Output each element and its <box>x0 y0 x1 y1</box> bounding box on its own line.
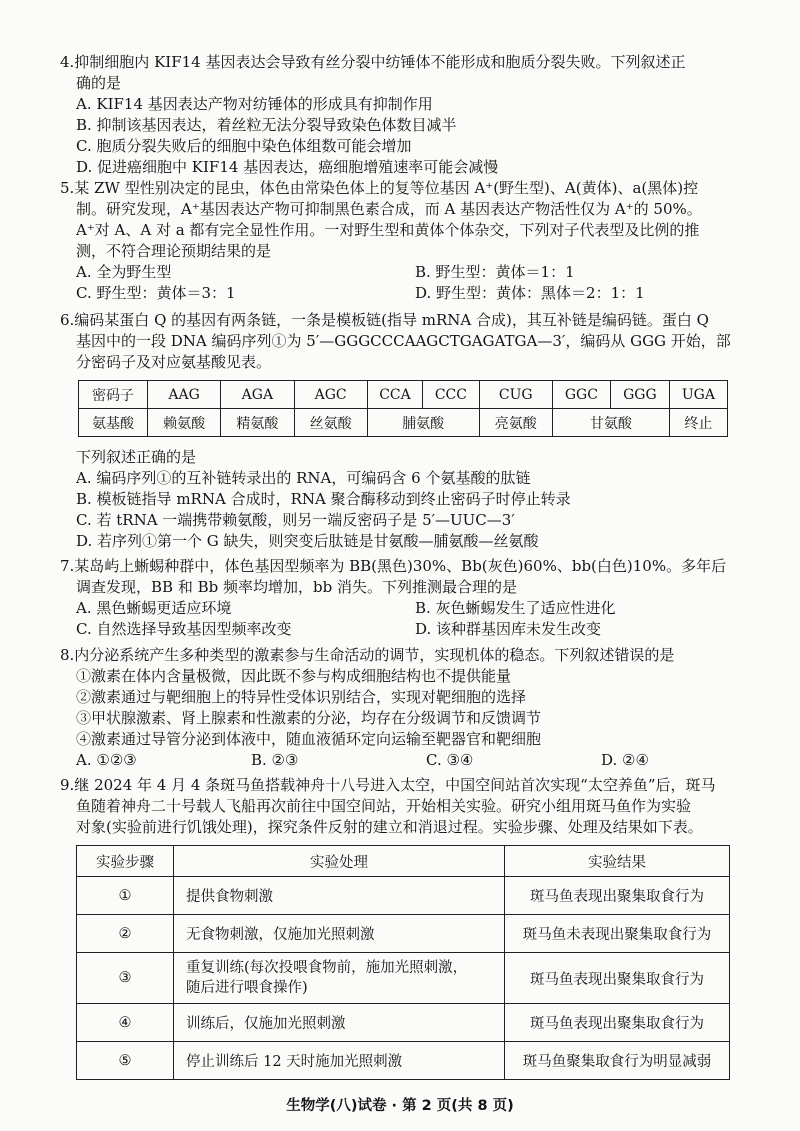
q5-stem-line-4: 测，不符合理论预期结果的是 <box>76 242 272 260</box>
experiment-row <box>77 953 730 1004</box>
q8-option-a: A. ①②③ <box>76 751 137 769</box>
q9-stem-line-3: 对象(实验前进行饥饿处理)，探究条件反射的建立和消退过程。实验步骤、处理及结果如下表。 <box>76 818 703 836</box>
treatment-cell: 训练后，仅施加光照刺激 <box>174 1004 505 1042</box>
q8-option-d: D. ②④ <box>601 751 649 769</box>
q7-option-b: B. 灰色蜥蜴发生了适应性进化 <box>415 599 616 617</box>
codon-row <box>79 381 728 409</box>
step-cell: ② <box>77 915 174 953</box>
header-treatment: 实验处理 <box>174 846 505 877</box>
q4-option-c: C. 胞质分裂失败后的细胞中染色体组数可能会增加 <box>76 137 412 155</box>
experiment-row <box>77 1042 730 1080</box>
question-7 <box>60 556 775 640</box>
q5-option-d: D. 野生型：黄体：黑体＝2：1：1 <box>415 284 645 302</box>
codon-cell: GGG <box>610 381 669 409</box>
q7-option-a: A. 黑色蜥蜴更适应环境 <box>76 599 232 617</box>
q5-stem-line-3: A⁺对 A、A 对 a 都有完全显性作用。一对野生型和黄体个体杂交，下列对子代表型及比例的推 <box>76 221 700 239</box>
result-cell: 斑马鱼表现出聚集取食行为 <box>505 953 730 1004</box>
q5-stem-line-2: 制。研究发现，A⁺基因表达产物可抑制黑色素合成，而 A 基因表达产物活性仅为 A⁺的 50%。 <box>76 200 702 218</box>
experiment-row <box>77 915 730 953</box>
codon-cell: CUG <box>479 381 552 409</box>
result-cell: 斑马鱼聚集取食行为明显减弱 <box>505 1042 730 1080</box>
experiment-row <box>77 1004 730 1042</box>
q8-statement-1: ①激素在体内含量极微，因此既不参与构成细胞结构也不提供能量 <box>76 667 512 685</box>
question-6 <box>60 310 775 373</box>
treatment-cell: 停止训练后 12 天时施加光照刺激 <box>174 1042 505 1080</box>
step-cell: ④ <box>77 1004 174 1042</box>
codon-table <box>78 380 728 437</box>
codon-cell: AGC <box>294 381 367 409</box>
q5-option-a: A. 全为野生型 <box>76 263 172 281</box>
amino-acid-header: 氨基酸 <box>79 409 148 437</box>
q6-stem-line-1: 6.编码某蛋白 Q 的基因有两条链，一条是模板链(指导 mRNA 合成)，其互补链是编码链。蛋白 Q <box>60 311 709 329</box>
q4-option-a: A. KIF14 基因表达产物对纺锤体的形成具有抑制作用 <box>76 95 433 113</box>
q7-option-d: D. 该种群基因库未发生改变 <box>415 620 602 638</box>
q8-stem: 8.内分泌系统产生多种类型的激素参与生命活动的调节，实现机体的稳态。下列叙述错误的是 <box>60 646 675 664</box>
q8-statement-2: ②激素通过与靶细胞上的特异性受体识别结合，实现对靶细胞的选择 <box>76 688 527 706</box>
result-cell: 斑马鱼表现出聚集取食行为 <box>505 1004 730 1042</box>
page-footer: 生物学(八)试卷 · 第 2 页(共 8 页) <box>286 1098 514 1114</box>
codon-header: 密码子 <box>79 381 148 409</box>
q7-stem-line-2: 调查发现，BB 和 Bb 频率均增加，bb 消失。下列推测最合理的是 <box>76 578 517 596</box>
codon-cell: CCC <box>423 381 479 409</box>
q6-stem-line-2: 基因中的一段 DNA 编码序列①为 5′—GGGCCCAAGCTGAGATGA—3′，编码从 GGG 开始，部 <box>76 332 731 350</box>
treatment-line-1: 重复训练(每次投喂食物前，施加光照刺激， <box>186 960 468 976</box>
q7-option-c: C. 自然选择导致基因型频率改变 <box>76 620 292 638</box>
question-6-options <box>60 447 775 552</box>
treatment-cell: 无食物刺激，仅施加光照刺激 <box>174 915 505 953</box>
question-9 <box>60 775 775 838</box>
q9-stem-line-2: 鱼随着神舟二十号载人飞船再次前往中国空间站，开始相关实验。研究小组用斑马鱼作为实验 <box>76 797 692 815</box>
experiment-table <box>76 845 730 1080</box>
header-result: 实验结果 <box>505 846 730 877</box>
result-cell: 斑马鱼表现出聚集取食行为 <box>505 877 730 915</box>
treatment-cell: 提供食物刺激 <box>174 877 505 915</box>
codon-cell: AGA <box>221 381 294 409</box>
codon-cell: UGA <box>669 381 727 409</box>
q6-option-d: D. 若序列①第一个 G 缺失，则突变后肽链是甘氨酸—脯氨酸—丝氨酸 <box>76 532 539 550</box>
treatment-line-2: 随后进行喂食操作) <box>186 980 308 996</box>
amino-acid-cell: 赖氨酸 <box>148 409 221 437</box>
q8-statement-4: ④激素通过导管分泌到体液中，随血液循环定向运输至靶器官和靶细胞 <box>76 730 542 748</box>
q4-stem-line-2: 确的是 <box>76 74 122 92</box>
amino-acid-row <box>79 409 728 437</box>
q8-option-b: B. ②③ <box>251 751 299 769</box>
q5-option-b: B. 野生型：黄体＝1：1 <box>415 263 575 281</box>
q4-stem-line-1: 4.抑制细胞内 KIF14 基因表达会导致有丝分裂中纺锤体不能形成和胞质分裂失败。下列叙述正 <box>60 53 686 71</box>
q6-option-b: B. 模板链指导 mRNA 合成时，RNA 聚合酶移动到终止密码子时停止转录 <box>76 490 571 508</box>
amino-acid-cell: 精氨酸 <box>221 409 294 437</box>
question-5 <box>60 178 775 304</box>
q8-statement-3: ③甲状腺激素、肾上腺素和性激素的分泌，均存在分级调节和反馈调节 <box>76 709 542 727</box>
question-8 <box>60 645 775 771</box>
header-step: 实验步骤 <box>77 846 174 877</box>
experiment-row <box>77 877 730 915</box>
question-4 <box>60 52 775 178</box>
q6-option-a: A. 编码序列①的互补链转录出的 RNA，可编码含 6 个氨基酸的肽链 <box>76 469 531 487</box>
experiment-header-row <box>77 846 730 877</box>
q6-question: 下列叙述正确的是 <box>76 448 197 466</box>
amino-acid-cell: 终止 <box>669 409 727 437</box>
amino-acid-cell: 甘氨酸 <box>552 409 669 437</box>
q4-option-b: B. 抑制该基因表达，着丝粒无法分裂导致染色体数目减半 <box>76 116 457 134</box>
treatment-cell <box>174 953 505 1004</box>
codon-cell: AAG <box>148 381 221 409</box>
q5-stem-line-1: 5.某 ZW 型性别决定的昆虫，体色由常染色体上的复等位基因 A⁺(野生型)、A(黄体)、a(黑体)控 <box>60 179 699 197</box>
step-cell: ① <box>77 877 174 915</box>
amino-acid-cell: 脯氨酸 <box>367 409 479 437</box>
step-cell: ⑤ <box>77 1042 174 1080</box>
codon-cell: CCA <box>367 381 422 409</box>
result-cell: 斑马鱼未表现出聚集取食行为 <box>505 915 730 953</box>
q7-stem-line-1: 7.某岛屿上蜥蜴种群中，体色基因型频率为 BB(黑色)30%、Bb(灰色)60%、bb(白色)10%。多年后 <box>60 557 727 575</box>
amino-acid-cell: 亮氨酸 <box>479 409 552 437</box>
amino-acid-cell: 丝氨酸 <box>294 409 367 437</box>
q8-option-c: C. ③④ <box>426 751 474 769</box>
q4-option-d: D. 促进癌细胞中 KIF14 基因表达，癌细胞增殖速率可能会减慢 <box>76 158 499 176</box>
q6-stem-line-3: 分密码子及对应氨基酸见表。 <box>76 353 272 371</box>
step-cell: ③ <box>77 953 174 1004</box>
q5-option-c: C. 野生型：黄体＝3：1 <box>76 284 236 302</box>
q6-option-c: C. 若 tRNA 一端携带赖氨酸，则另一端反密码子是 5′—UUC—3′ <box>76 511 515 529</box>
codon-cell: GGC <box>552 381 610 409</box>
q9-stem-line-1: 9.继 2024 年 4 月 4 条斑马鱼搭载神舟十八号进入太空，中国空间站首次实现“太空养鱼”后，斑马 <box>60 776 716 794</box>
